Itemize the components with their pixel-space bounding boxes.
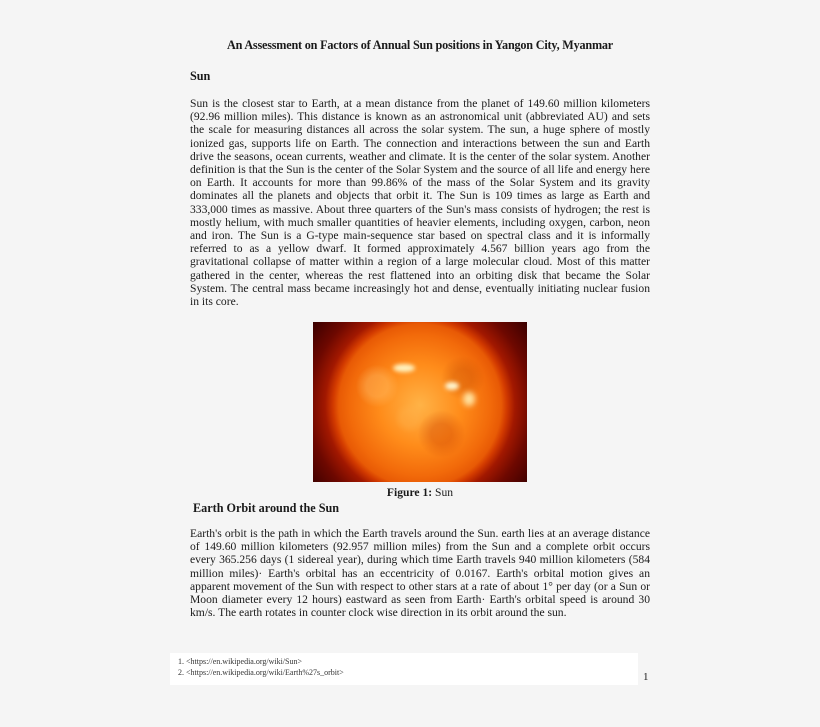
sun-image (313, 322, 527, 482)
footnote-1[interactable]: 1. <https://en.wikipedia.org/wiki/Sun> (178, 657, 302, 666)
sun-surface-texture (313, 322, 527, 482)
footnotes (170, 653, 638, 685)
solar-flare (445, 382, 459, 390)
solar-flare (393, 364, 415, 372)
footnote-2[interactable]: 2. <https://en.wikipedia.org/wiki/Earth%27s_orbit> (178, 668, 344, 677)
figure-label: Figure 1: (386, 486, 433, 499)
section-paragraph-earth-orbit: Earth's orbit is the path in which the Earth travels around the Sun. earth lies at an average distance of 149.60 million kilometers (92.957 million miles) from the Sun and a complete orbit occurs every 365.256 days (1 sidereal year), during which time Earth travels 940 million kilometers (584 million miles)· Earth's orbital has an eccentricity of 0.0167. Earth's orbital motion gives an apparent movement of the Sun with respect to other stars at a rate of about 1° per day (or a Sun or Moon diameter every 12 hours) eastward as seen from Earth· Earth's orbital speed is around 30 km/s. The earth rotates in counter clock wise direction in its orbit around the sun. (190, 527, 650, 620)
solar-flare (463, 392, 475, 406)
section-paragraph-sun: Sun is the closest star to Earth, at a mean distance from the planet of 149.60 million kilometers (92.96 million miles). This distance is known as an astronomical unit (abbreviated AU) and sets the scale for measuring distances all across the solar system. The sun, a huge sphere of mostly ionized gas, supports life on Earth. The connection and interactions between the sun and Earth drive the seasons, ocean currents, weather and climate. It is the center of the solar system. Another definition is that the Sun is the center of the Solar System and the source of all life and energy here on Earth. It accounts for more than 99.86% of the mass of the Solar System and its gravity dominates all the planets and objects that orbit it. The Sun is 109 times as large as Earth and 333,000 times as massive. About three quarters of the Sun's mass consists of hydrogen; the rest is mostly helium, with much smaller quantities of heavier elements, including oxygen, carbon, neon and iron. The Sun is a G-type main-sequence star based on spectral class and it is informally referred to as a yellow dwarf. It formed approximately 4.567 billion years ago from the gravitational collapse of matter within a region of a large molecular cloud. Most of this matter gathered in the center, whereas the rest flattened into an orbiting disk that became the Solar System. The central mass became increasingly hot and dense, eventually initiating nuclear fusion in its core. (190, 97, 650, 309)
figure-caption-text: Sun (435, 486, 454, 499)
document-title: An Assessment on Factors of Annual Sun positions in Yangon City, Myanmar (226, 38, 614, 52)
section-heading-sun: Sun (190, 69, 211, 83)
section-heading-earth-orbit: Earth Orbit around the Sun (193, 501, 340, 515)
page-number: 1 (643, 671, 649, 683)
figure-caption (190, 486, 650, 499)
